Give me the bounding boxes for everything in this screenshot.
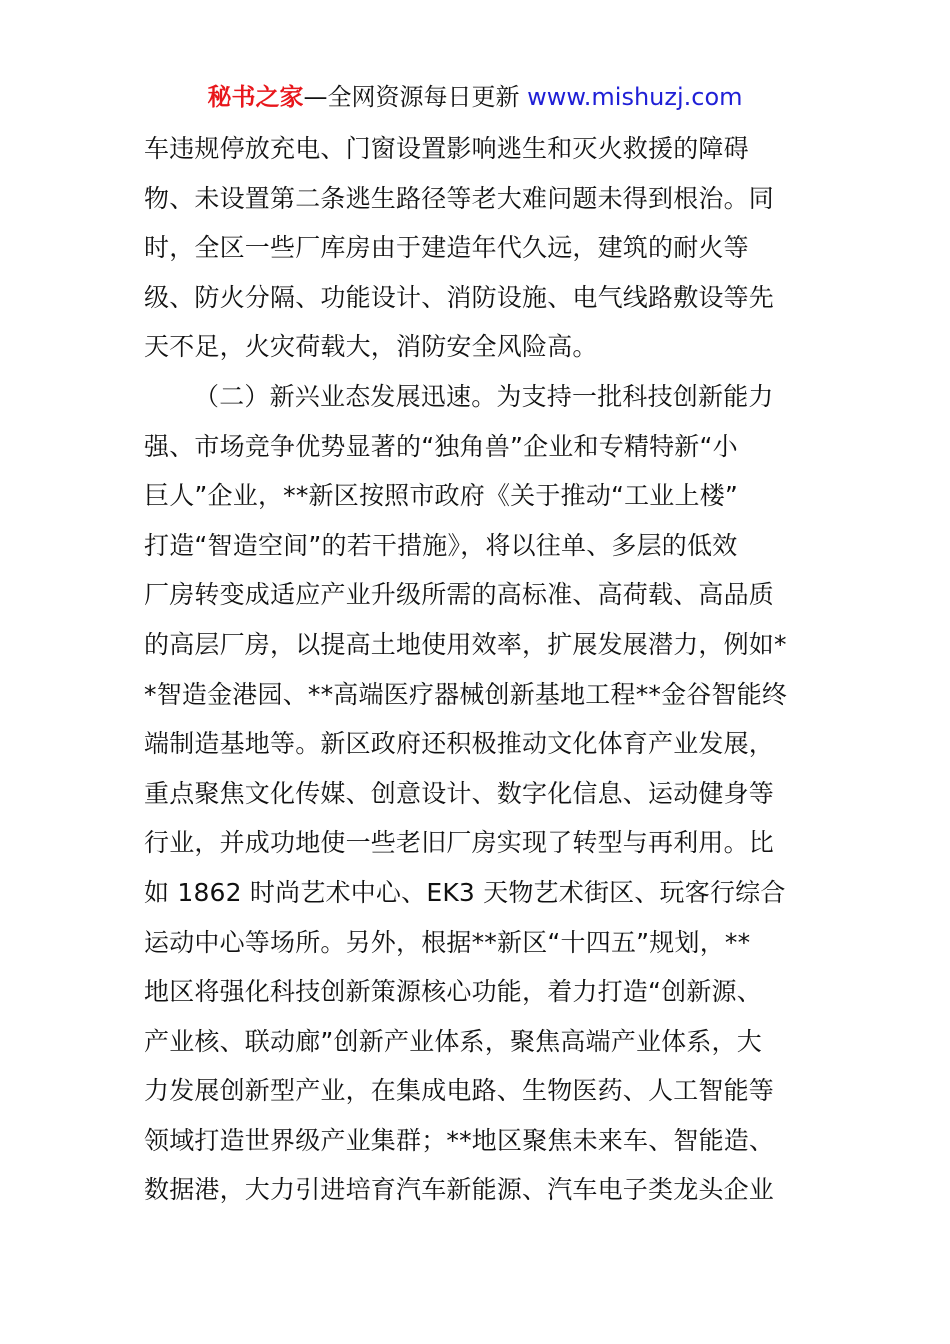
text-line: 运动中心等场所。另外，根据**新区“十四五”规划，**	[144, 927, 751, 957]
text-line: 如 1862 时尚艺术中心、EK3 天物艺术街区、玩客行综合	[144, 877, 786, 907]
text-line: 时，全区一些厂库房由于建造年代久远，建筑的耐火等	[144, 233, 749, 263]
site-header	[0, 80, 950, 114]
text-line: 天不足，火灾荷载大，消防安全风险高。	[144, 332, 598, 362]
text-line: 领域打造世界级产业集群；**地区聚焦未来车、智能造、	[144, 1125, 775, 1155]
text-line: 产业核、联动廊”创新产业体系，聚焦高端产业体系，大	[144, 1026, 762, 1056]
section-heading-line: （二）新兴业态发展迅速。为支持一批科技创新能力	[194, 381, 774, 411]
site-tagline: —全网资源每日更新	[303, 83, 528, 111]
text-line: 打造“智造空间”的若干措施》，将以往单、多层的低效	[144, 530, 738, 560]
text-line: 力发展创新型产业，在集成电路、生物医药、人工智能等	[144, 1076, 775, 1106]
document-body	[144, 124, 809, 1215]
text-line: 巨人”企业，**新区按照市政府《关于推动“工业上楼”	[144, 481, 739, 511]
site-url-link[interactable]: www.mishuzj.com	[527, 83, 743, 111]
site-brand-name: 秘书之家	[207, 83, 304, 111]
text-line: 级、防火分隔、功能设计、消防设施、电气线路敷设等先	[144, 282, 775, 312]
text-line: 行业，并成功地使一些老旧厂房实现了转型与再利用。比	[144, 828, 775, 858]
text-line: 地区将强化科技创新策源核心功能，着力打造“创新源、	[144, 977, 762, 1007]
text-line: 的高层厂房，以提高土地使用效率，扩展发展潜力，例如*	[144, 629, 787, 659]
text-line: 强、市场竞争优势显著的“独角兽”企业和专精特新“小	[144, 431, 738, 461]
text-line: 重点聚焦文化传媒、创意设计、数字化信息、运动健身等	[144, 778, 775, 808]
text-line: *智造金港园、**高端医疗器械创新基地工程**金谷智能终	[144, 679, 788, 709]
text-line: 端制造基地等。新区政府还积极推动文化体育产业发展，	[144, 729, 775, 759]
text-line: 厂房转变成适应产业升级所需的高标准、高荷载、高品质	[144, 580, 775, 610]
text-line: 数据港，大力引进培育汽车新能源、汽车电子类龙头企业	[144, 1175, 775, 1205]
text-line: 物、未设置第二条逃生路径等老大难问题未得到根治。同	[144, 183, 775, 213]
text-line: 车违规停放充电、门窗设置影响逃生和灭火救援的障碍	[144, 134, 749, 163]
